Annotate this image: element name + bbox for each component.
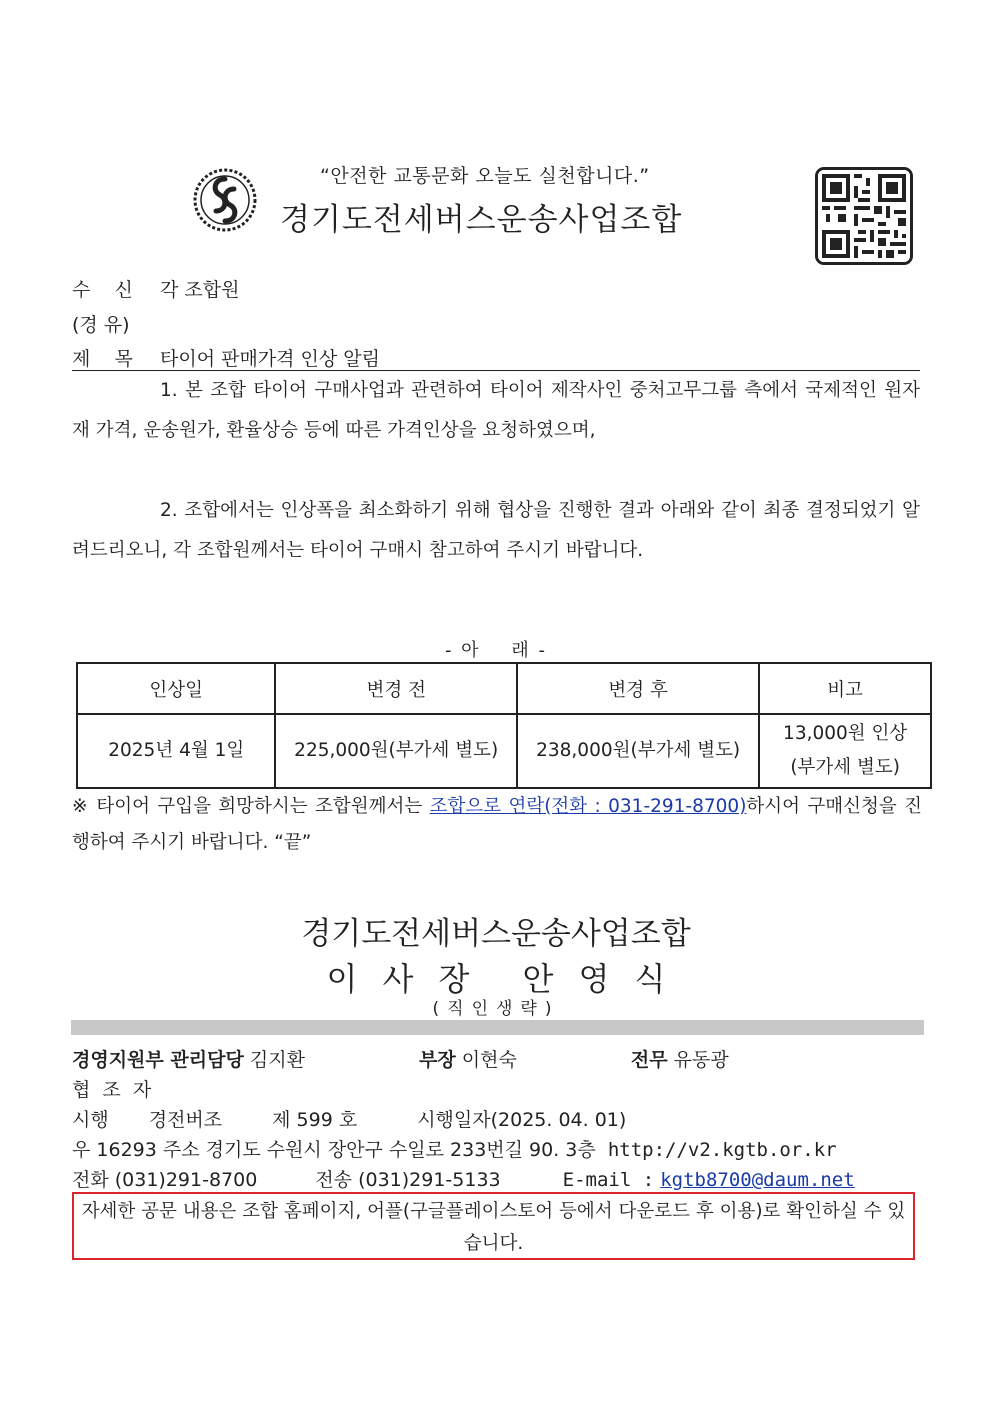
cooperator-line: 협 조 자	[72, 1079, 152, 1101]
table-row	[77, 714, 931, 788]
cell-after: 238,000원(부가세 별도)	[517, 714, 759, 788]
cell-note	[759, 714, 931, 788]
cell-note-line2: (부가세 별도)	[790, 757, 900, 778]
header-note: 비고	[759, 663, 931, 714]
contact-link[interactable]: 조합으로 연락(전화 : 031-291-8700)	[429, 796, 747, 817]
address-line	[72, 1135, 837, 1162]
address: 우 16293 주소 경기도 수원시 장안구 수일로 233번길 90. 3층	[72, 1139, 596, 1161]
enforcement-line: 시행 경전버조 제 599 호 시행일자(2025. 04. 01)	[72, 1109, 627, 1131]
cell-note-line1: 13,000원 인상	[783, 723, 908, 744]
manager-person: 이현숙	[461, 1049, 517, 1071]
notice-heading: - 아 래 -	[444, 640, 548, 661]
dept-person: 김지환	[249, 1049, 305, 1071]
recipient-value: 각 조합원	[160, 279, 240, 301]
cell-date: 2025년 4월 1일	[77, 714, 275, 788]
cell-before: 225,000원(부가세 별도)	[275, 714, 516, 788]
subject-line	[72, 344, 920, 371]
union-logo	[192, 167, 258, 233]
recipient-line	[72, 275, 239, 302]
price-table	[76, 662, 932, 789]
table-header-row	[77, 663, 931, 714]
header-after: 변경 후	[517, 663, 759, 714]
qr-code[interactable]	[815, 167, 913, 265]
homepage-notice-box: 자세한 공문 내용은 조합 홈페이지, 어플(구글플레이스토어 등에서 다운로드 후 이용)로 확인하실 수 있습니다.	[72, 1192, 915, 1260]
paragraph-1: 1. 본 조합 타이어 구매사업과 관련하여 타이어 제작사인 중처고무그룹 측에서 국제적인 원자재 가격, 운송원가, 환율상승 등에 따른 가격인상을 요청하였으며,	[72, 380, 920, 441]
org-title: 경기도전세버스운송사업조합	[280, 202, 683, 238]
director-label: 전무	[630, 1049, 668, 1071]
header-date: 인상일	[77, 663, 275, 714]
purchase-note: ※ 타이어 구입을 희망하시는 조합원께서는 조합으로 연락(전화 : 031-291-8700)하시어 구매신청을 진행하여 주시기 바랍니다. “끝”	[72, 796, 922, 853]
chairman-name: 이 사 장 안 영 식	[326, 960, 666, 998]
seal-omitted: (직인생략)	[432, 999, 560, 1019]
dept-label: 경영지원부 관리담당	[72, 1049, 244, 1071]
recipient-label: 수 신	[72, 279, 133, 301]
phone: 전화 (031)291-8700	[72, 1169, 258, 1191]
director-person: 유동광	[673, 1049, 729, 1071]
manager-label: 부장	[418, 1049, 456, 1071]
slogan: “안전한 교통문화 오늘도 실천합니다.”	[320, 165, 650, 187]
contact-line	[72, 1165, 855, 1192]
email-label: E-mail :	[562, 1169, 655, 1191]
email-link[interactable]: kgtb8700@daum.net	[660, 1169, 855, 1191]
sender-org: 경기도전세버스운송사업조합	[301, 916, 691, 952]
paragraph-2: 2. 조합에서는 인상폭을 최소화하기 위해 협상을 진행한 결과 아래와 같이 최종 결정되었기 알려드리오니, 각 조합원께서는 타이어 구매시 참고하여 주시기 바랍니다.	[72, 500, 920, 561]
approval-line	[72, 1045, 729, 1072]
fax: 전송 (031)291-5133	[315, 1169, 501, 1191]
subject-label: 제 목	[72, 348, 133, 370]
website-link[interactable]: http://v2.kgtb.or.kr	[607, 1139, 837, 1161]
header-before: 변경 전	[275, 663, 516, 714]
via-line: (경 유)	[72, 314, 130, 336]
divider-bar	[71, 1020, 924, 1035]
subject-value: 타이어 판매가격 인상 알림	[160, 348, 381, 370]
